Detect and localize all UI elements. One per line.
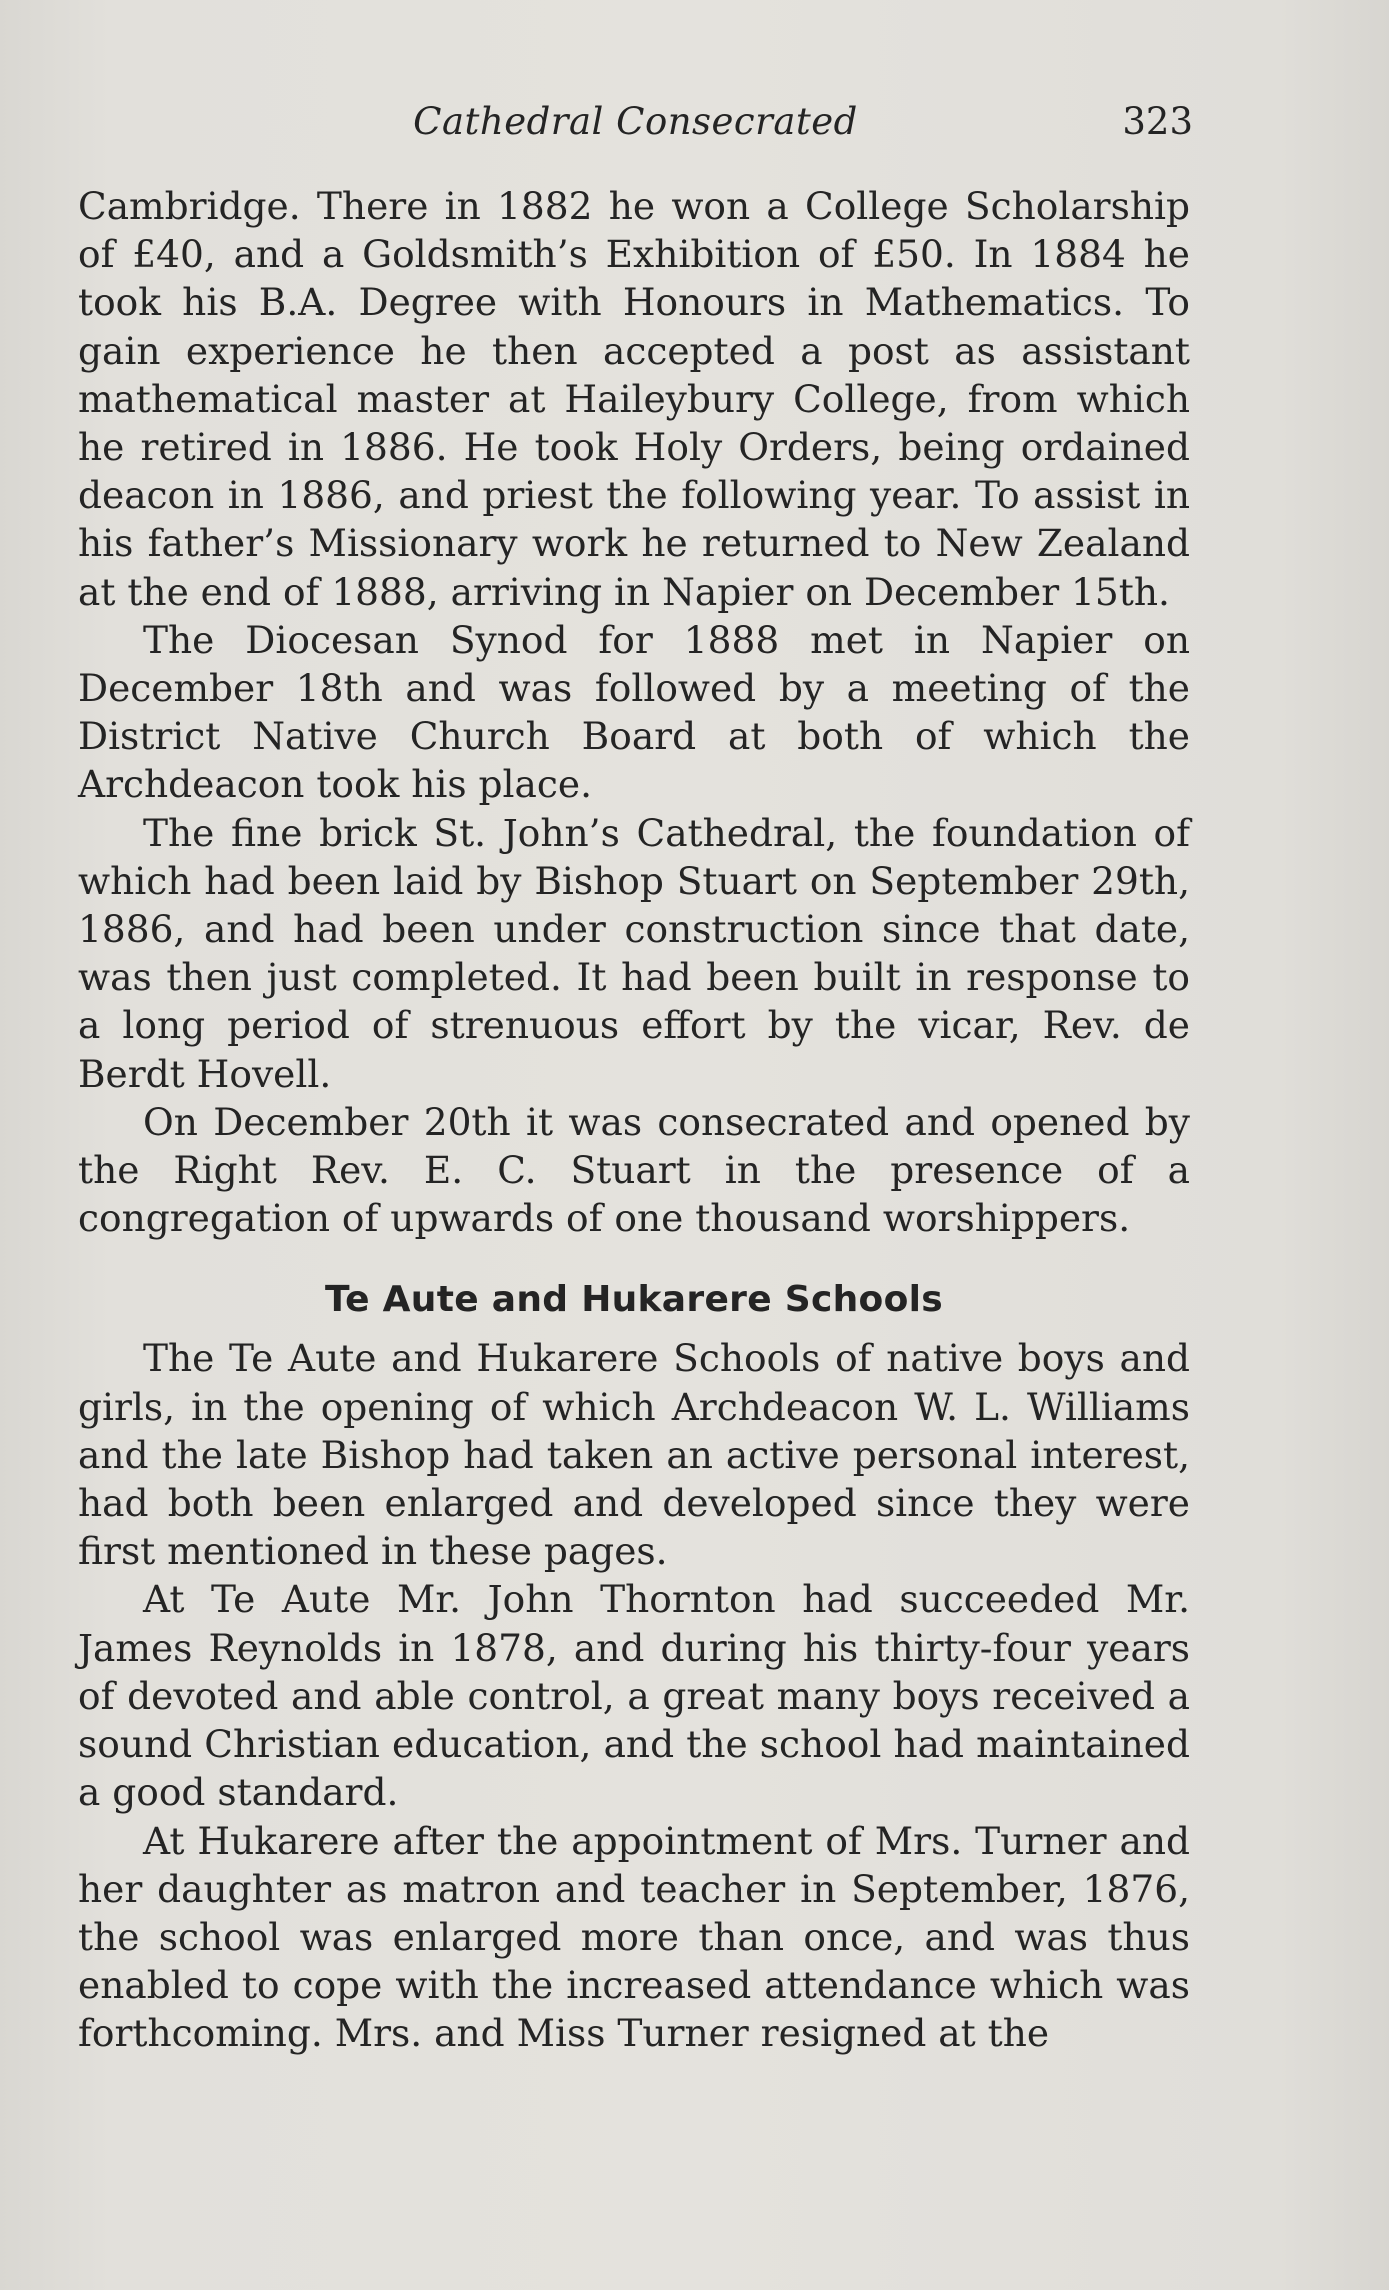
paragraph-cathedral: The fine brick St. John’s Cathedral, the foundation of which had been laid by Bishop Stuart on September 29th, 1886, and had been under construction since that date, was then just completed. It had been built in response to a long period of strenuous effort by the vicar, Rev. de Berdt Hovell. [78,810,1190,1096]
paragraph-te-aute: At Te Aute Mr. John Thornton had succeeded Mr. James Reynolds in 1878, and during his thirty-four years of devoted and able control, a great many boys received a sound Christian education, and the school had maintained a good standard. [78,1577,1190,1815]
page-number: 323 [1122,100,1193,143]
paragraph-continuation: Cambridge. There in 1882 he won a College Scholarship of £40, and a Goldsmith’s Exhibition of £50. In 1884 he took his B.A. Degree with Honours in Mathematics. To gain experience he then accepted a post as assistant mathematical master at Haileybury College, from which he retired in 1886. He took Holy Orders, being ordained deacon in 1886, and priest the following year. To assist in his father’s Missionary work he returned to New Zealand at the end of 1888, arriving in Napier on December 15th. [78,184,1190,614]
running-title: Cathedral Consecrated [413,100,858,143]
paragraph-diocesan-synod: The Diocesan Synod for 1888 met in Napier on December 18th and was followed by a meeting of the District Native Church Board at both of which the Archdeacon took his place. [78,617,1190,807]
body-text [78,182,1190,2058]
running-header [78,100,1193,152]
paragraph-hukarere: At Hukarere after the appointment of Mrs. Turner and her daughter as matron and teacher in September, 1876, the school was enlarged more than once, and was thus enabled to cope with the increased attendance which was forthcoming. Mrs. and Miss Turner resigned at the [78,1818,1190,2056]
section-heading: Te Aute and Hukarere Schools [325,1279,943,1321]
paragraph-consecration: On December 20th it was consecrated and opened by the Right Rev. E. C. Stuart in the presence of a congregation of upwards of one thousand worshippers. [78,1099,1190,1241]
paragraph-schools-intro: The Te Aute and Hukarere Schools of native boys and girls, in the opening of which Archdeacon W. L. Williams and the late Bishop had taken an active personal interest, had both been enlarged and developed since they were first mentioned in these pages. [78,1336,1190,1574]
